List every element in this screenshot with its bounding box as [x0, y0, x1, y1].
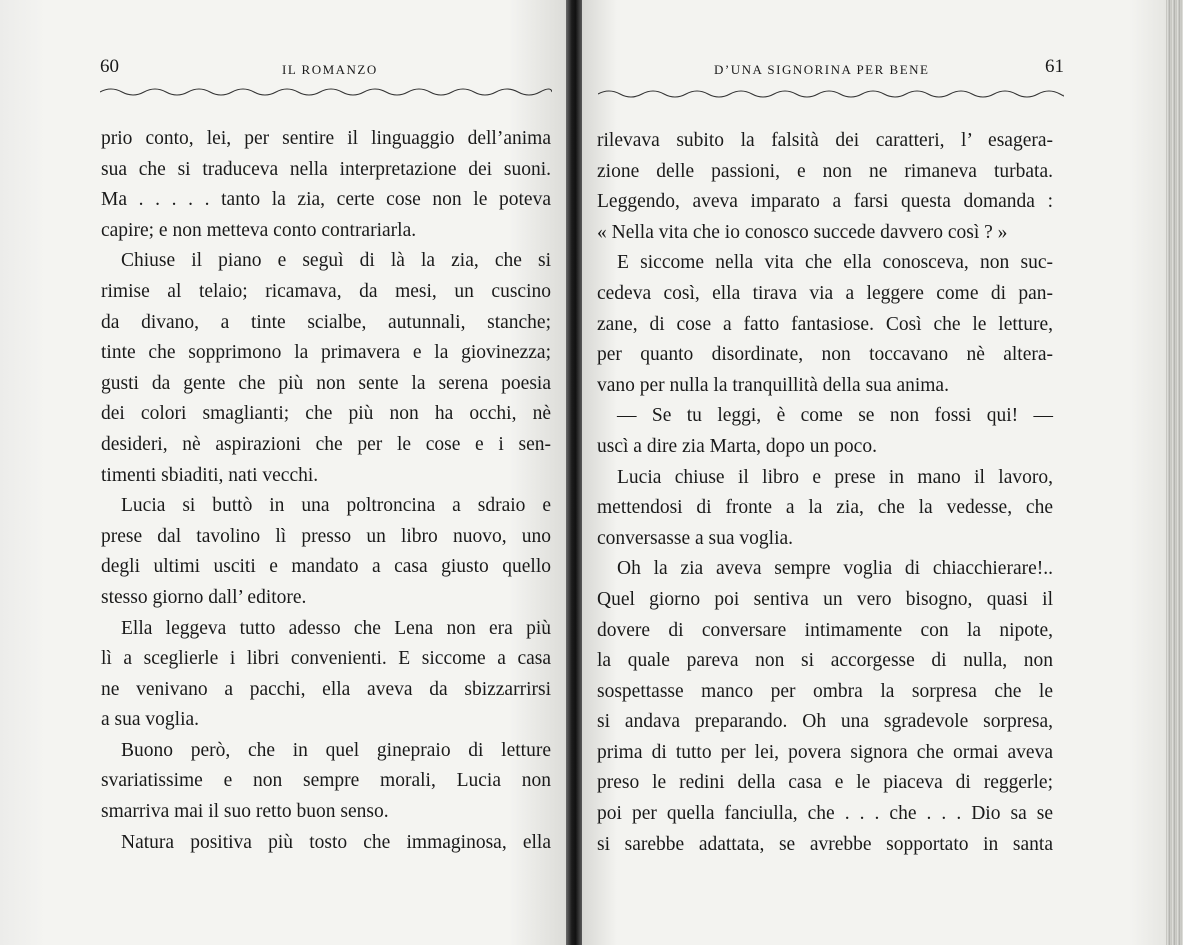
right-body-text — [597, 126, 1053, 860]
text-line: mettendosi di fronte a la zia, che la vedesse, che — [597, 497, 1053, 519]
text-line: gusti da gente che più non sente la serena poesia — [101, 372, 551, 394]
text-line: prio conto, lei, per sentire il linguaggio dell’anima — [101, 128, 551, 149]
text-line: vano per nulla la tranquillità della sua anima. — [597, 374, 949, 396]
text-line: conversasse a sua voglia. — [597, 527, 794, 549]
text-line: desideri, nè aspirazioni che per le cose e i sen- — [101, 433, 551, 455]
text-line: si sarebbe adattata, se avrebbe sopportato in santa — [597, 833, 1053, 855]
text-line: si andava preparando. Oh una sgradevole sorpresa, — [597, 711, 1053, 733]
text-line: prima di tutto per lei, povera signora che ormai aveva — [597, 741, 1053, 763]
text-line: Buono però, che in quel ginepraio di letture — [121, 739, 551, 761]
text-line: Ma . . . . . tanto la zia, certe cose non le poteva — [101, 189, 551, 211]
right-ornamental-rule — [598, 88, 1064, 100]
text-line: rimise al telaio; ricamava, da mesi, un cuscino — [101, 280, 551, 302]
text-line: lì a sceglierle i libri convenienti. E siccome a casa — [101, 648, 551, 670]
text-line: Ella leggeva tutto adesso che Lena non era più — [121, 617, 551, 639]
text-line: Leggendo, aveva imparato a farsi questa domanda : — [597, 191, 1053, 213]
text-line: sospettasse manco per ombra la sorpresa che le — [597, 680, 1053, 702]
text-line: Quel giorno poi sentiva un vero bisogno, quasi il — [597, 588, 1053, 610]
right-running-head: D’UNA SIGNORINA PER BENE — [714, 62, 930, 77]
text-line: Chiuse il piano e seguì di là la zia, che si — [121, 250, 551, 272]
page-edges — [1166, 0, 1183, 945]
text-line: poi per quella fanciulla, che . . . che . . . Dio sa se — [597, 803, 1053, 825]
text-line: Natura positiva più tosto che immaginosa, ella — [121, 831, 551, 853]
text-line: zane, di cose a fatto fantasiose. Così che le letture, — [597, 313, 1053, 335]
text-line: Lucia si buttò in una poltroncina a sdraio e — [121, 495, 551, 517]
text-line: a sua voglia. — [101, 709, 200, 731]
text-line: sua che si traduceva nella interpretazione dei suoni. — [101, 158, 551, 180]
text-line: cedeva così, ella tirava via a leggere come di pan- — [597, 282, 1053, 304]
text-line: la quale pareva non si accorgesse di nulla, non — [597, 650, 1053, 672]
text-line: preso le redini della casa e le piaceva di reggerle; — [597, 772, 1053, 794]
text-line: prese dal tavolino lì presso un libro nuovo, uno — [101, 525, 551, 547]
text-line: stesso giorno dall’ editore. — [101, 586, 307, 608]
text-line: Lucia chiuse il libro e prese in mano il lavoro, — [617, 466, 1053, 488]
text-line: dei colori smaglianti; che più non ha occhi, nè — [101, 403, 551, 425]
text-line: Oh la zia aveva sempre voglia di chiacchierare!.. — [617, 558, 1053, 580]
text-line: zione delle passioni, e non ne rimaneva turbata. — [597, 160, 1053, 182]
text-line: E siccome nella vita che ella conosceva, non suc- — [617, 252, 1053, 274]
text-line: svariatissime e non sempre morali, Lucia non — [101, 770, 551, 792]
text-line: tinte che sopprimono la primavera e la giovinezza; — [101, 342, 551, 364]
left-ornamental-rule — [100, 86, 552, 98]
text-line: uscì a dire zia Marta, dopo un poco. — [597, 435, 877, 457]
text-line: degli ultimi usciti e mandato a casa giusto quello — [101, 556, 551, 578]
text-line: per quanto disordinate, non toccavano nè altera- — [597, 344, 1053, 366]
left-running-head: IL ROMANZO — [282, 62, 378, 77]
text-line: — Se tu leggi, è come se non fossi qui! — — [617, 405, 1053, 427]
right-page-number: 61 — [1045, 56, 1064, 77]
text-line: smarriva mai il suo retto buon senso. — [101, 801, 389, 823]
right-page — [582, 0, 1166, 945]
left-body-text — [101, 124, 551, 858]
left-page-number: 60 — [100, 56, 119, 77]
text-line: timenti sbiaditi, nati vecchi. — [101, 464, 319, 486]
left-header — [100, 56, 550, 84]
text-line: rilevava subito la falsità dei caratteri, l’ esagera- — [597, 130, 1053, 151]
text-line: capire; e non metteva conto contrariarla. — [101, 219, 417, 241]
text-line: ne venivano a pacchi, ella aveva da sbizzarrirsi — [101, 678, 551, 700]
text-line: da divano, a tinte scialbe, autunnali, stanche; — [101, 311, 551, 333]
text-line: dovere di conversare intimamente con la nipote, — [597, 619, 1053, 641]
left-page — [0, 0, 566, 945]
text-line: « Nella vita che io conosco succede davvero così ? » — [597, 221, 1008, 243]
book-gutter — [566, 0, 582, 945]
right-header — [598, 56, 1064, 84]
